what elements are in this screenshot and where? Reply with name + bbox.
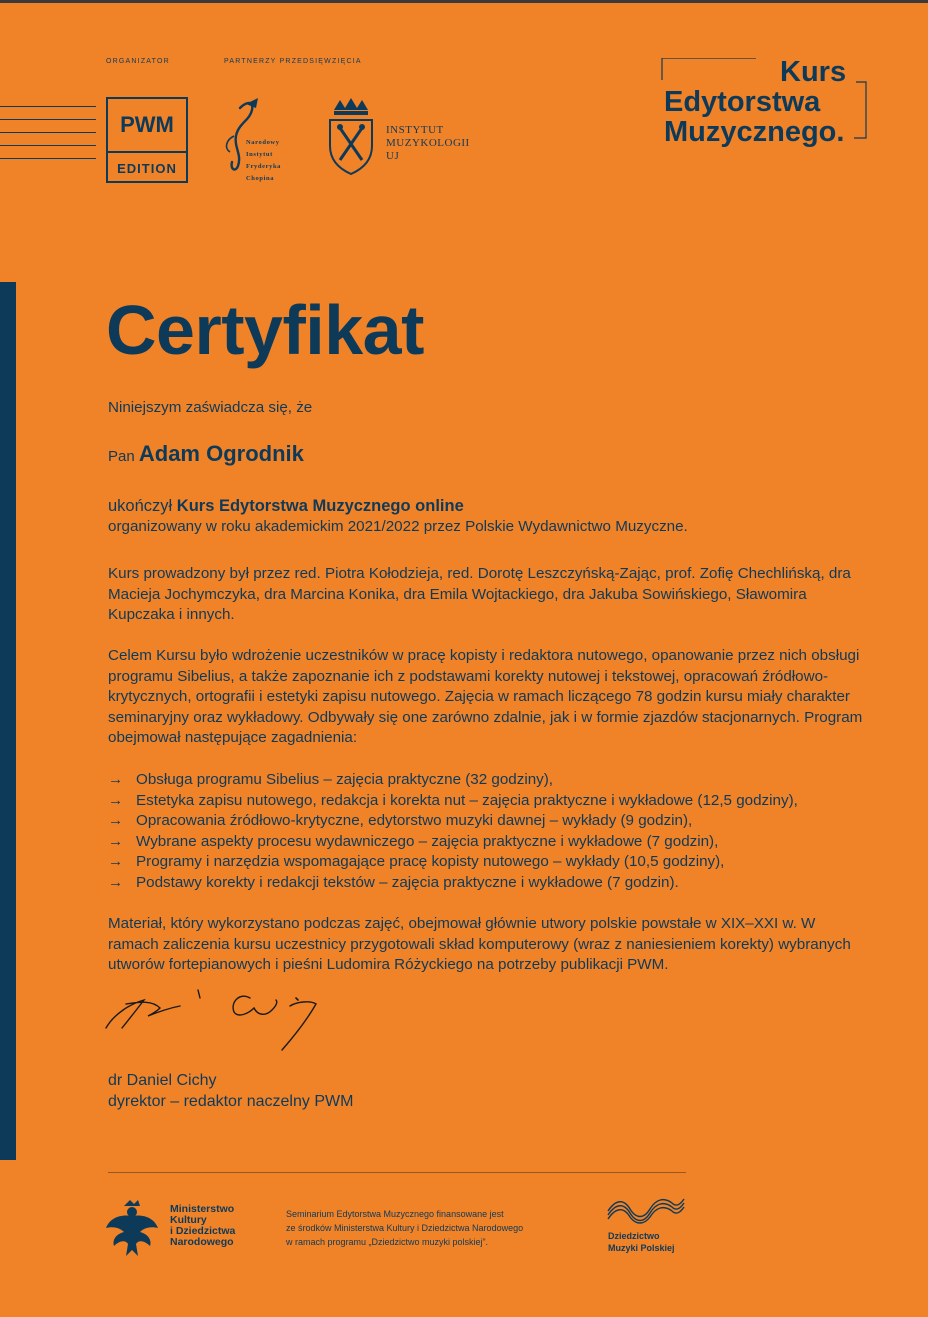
signer-name: dr Daniel Cichy: [108, 1072, 217, 1089]
intro-text: Niniejszym zaświadcza się, że: [108, 399, 313, 416]
funding-line: Seminarium Edytorstwa Muzycznego finansowane jest: [286, 1209, 504, 1219]
uj-line: INSTYTUT: [386, 124, 444, 136]
salutation: Pan: [108, 448, 135, 465]
completed-prefix: ukończył: [108, 497, 173, 515]
arrow-right-icon: →: [108, 812, 124, 830]
list-item: [108, 852, 868, 873]
uj-line: UJ: [386, 150, 400, 162]
signer-block: [108, 1070, 868, 1112]
organized-by: organizowany w roku akademickim 2021/2022 przez Polskie Wydawnictwo Muzyczne.: [108, 517, 688, 535]
ministry-name: [170, 1204, 235, 1248]
footer-divider: [108, 1172, 686, 1173]
instructors-paragraph: Kurs prowadzony był przez red. Piotra Kołodzieja, red. Dorotę Leszczyńską-Zając, prof. Zofię Chechlińską, dra Macieja Jochymczyka, dra Marcina Konika, dra Emila Wojtackiego, dra Jakuba Sowińskiego, Sławomira Kupczaka i innych.: [108, 565, 851, 624]
topic-text: Wybrane aspekty procesu wydawniczego – zajęcia praktyczne i wykładowe (7 godzin),: [136, 832, 719, 850]
funding-line: ze środków Ministerstwa Kultury i Dziedzictwa Narodowego: [286, 1223, 524, 1233]
goal-paragraph: Celem Kursu było wdrożenie uczestników w pracę kopisty i redaktora nutowego, opanowanie przez nich obsługi programu Sibelius, a także zapoznanie ich z podstawami korekty nutowej i tekstowej, opracowań źródłowo-krytycznych, ortografii i estetyki zapisu nutowego. Zajęcia w ramach liczącego 78 godzin kursu miały charakter seminaryjny oraz wykładowy. Odbywały się one zarówno zdalnie, jak i w formie zjazdów stacjonarnych. Program obejmował następujące zagadnienia:: [108, 647, 863, 747]
kurs-logo-line: Muzycznego.: [664, 116, 845, 148]
arrow-right-icon: →: [108, 853, 124, 871]
arrow-right-icon: →: [108, 771, 124, 788]
kurs-edytorstwa-logo: [660, 58, 880, 158]
arrow-right-icon: →: [108, 832, 124, 850]
dmp-line: Dziedzictwo: [608, 1231, 660, 1241]
decorative-lines: [0, 106, 96, 171]
polish-eagle-icon: [106, 1200, 158, 1256]
dmp-program-name: [608, 1230, 675, 1254]
recipient-name: Adam Ogrodnik: [138, 441, 304, 466]
uj-crest-icon: [326, 96, 376, 176]
nifc-line: Narodowy: [246, 139, 280, 146]
course-completion: [108, 496, 868, 537]
kurs-logo-line: Edytorstwa: [664, 86, 821, 118]
topic-text: Podstawy korekty i redakcji tekstów – zajęcia praktyczne i wykładowe (7 godzin).: [136, 873, 679, 891]
kurs-logo-line: Kurs: [780, 56, 847, 88]
top-border: [0, 0, 928, 3]
list-item: [108, 832, 868, 853]
ministry-line: Ministerstwo: [170, 1203, 235, 1215]
pwm-edition-logo: [106, 97, 188, 183]
topic-text: Estetyka zapisu nutowego, redakcja i korekta nut – zajęcia praktyczne i wykładowe (12,5 godziny),: [136, 791, 798, 809]
dziedzictwo-wave-icon: [606, 1195, 686, 1225]
course-name: Kurs Edytorstwa Muzycznego online: [176, 497, 464, 515]
arrow-right-icon: →: [108, 873, 124, 891]
signer-role: dyrektor – redaktor naczelny PWM: [108, 1093, 354, 1110]
partners-label: PARTNERZY PRZEDSIĘWZIĘCIA: [224, 58, 362, 65]
topic-text: Programy i narzędzia wspomagające pracę kopisty nutowego – wykłady (10,5 godziny),: [136, 853, 725, 871]
dmp-line: Muzyki Polskiej: [608, 1243, 675, 1253]
list-item: [108, 811, 868, 832]
list-item: [108, 791, 868, 812]
edition-logo-text: EDITION: [117, 160, 177, 176]
uj-institute-name: [386, 124, 470, 163]
recipient-line: [108, 441, 868, 468]
funding-note: [286, 1207, 523, 1249]
uj-line: MUZYKOLOGII: [386, 137, 470, 149]
material-paragraph: Materiał, który wykorzystano podczas zajęć, obejmował głównie utwory polskie powstałe w XIX–XXI w. W ramach zaliczenia kursu uczestnicy przygotowali skład komputerowy (wraz z naniesieniem korekty) wybranych utworów fortepianowych i pieśni Ludomira Różyckiego na potrzeby publikacji PWM.: [108, 915, 851, 974]
topics-list: [108, 770, 868, 894]
list-item: [108, 873, 868, 894]
topic-text: Opracowania źródłowo-krytyczne, edytorstwo muzyki dawnej – wykłady (9 godzin),: [136, 812, 693, 830]
nifc-line: Instytut: [246, 151, 273, 158]
certificate-title: Certyfikat: [106, 291, 424, 369]
ministry-line: Kultury: [170, 1214, 207, 1226]
organizer-label: ORGANIZATOR: [106, 58, 170, 65]
signature-icon: [100, 988, 330, 1056]
funding-line: w ramach programu „Dziedzictwo muzyki polskiej”.: [286, 1237, 489, 1247]
topic-text: Obsługa programu Sibelius – zajęcia praktyczne (32 godziny),: [136, 771, 554, 788]
left-accent-bar: [0, 282, 16, 1160]
list-item: [108, 770, 868, 791]
nifc-line: Fryderyka: [246, 163, 282, 170]
arrow-right-icon: →: [108, 791, 124, 809]
ministry-line: i Dziedzictwa: [170, 1225, 236, 1237]
nifc-line: Chopina: [246, 175, 275, 182]
pwm-logo-text: PWM: [108, 99, 186, 153]
nifc-name: [246, 137, 281, 185]
ministry-line: Narodowego: [170, 1236, 234, 1248]
